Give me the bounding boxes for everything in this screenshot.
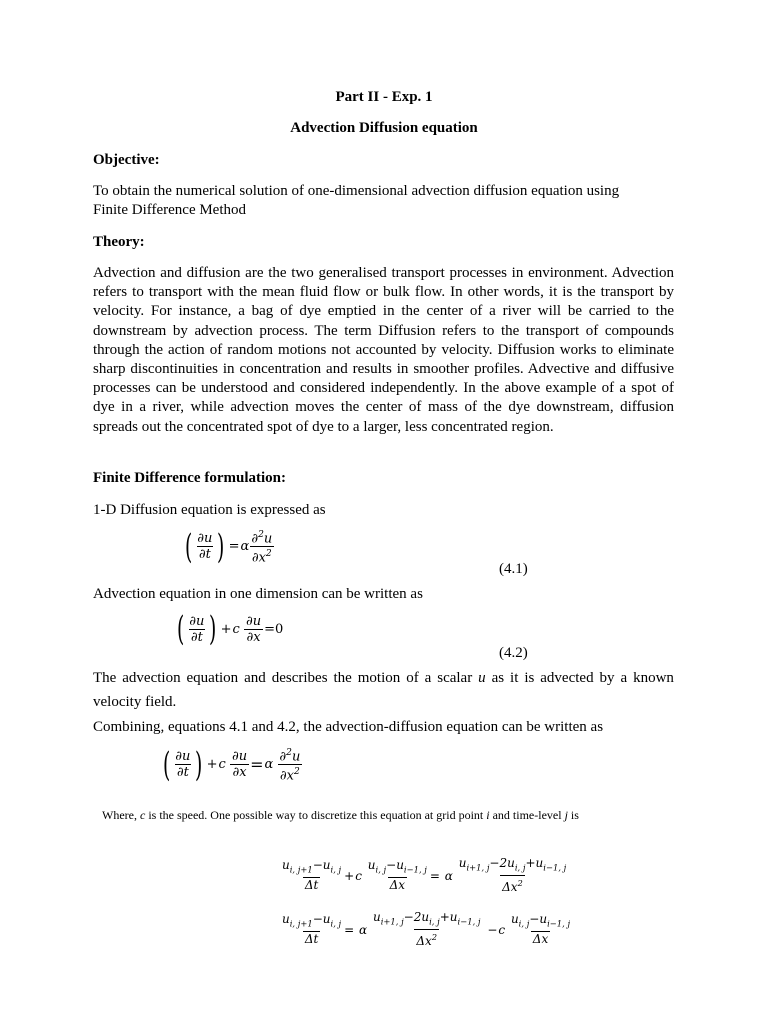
advection-desc-word-the: The <box>93 670 117 686</box>
where-text-c2: and time-level <box>489 808 565 822</box>
advection-desc-word-advection: advection <box>122 670 181 686</box>
combining-text: Combining, equations 4.1 and 4.2, the advection-diffusion equation can be written as <box>93 719 604 735</box>
advection-desc-word-scalar: scalar <box>437 670 473 686</box>
page-subtitle: Advection Diffusion equation <box>290 120 478 136</box>
equation-4-2: ( $\frac{\partial u}{\partial t}$ ) + c $\frac{\partial u}{\partial x}$ =0 <box>176 609 284 649</box>
page-title: Part II - Exp. 1 <box>335 89 433 105</box>
discretized-equation-1: $\frac{u_{i, j+1}-u_{i, j}}{\Delta t}$ + c $\frac{u_{i, j}-u_{i-1, j}}{\Delta x}$ = α $\frac{u_{i+1, j}-2u_{i, j}+u_{i-1, j}}{\Delta x^2}$ <box>282 856 567 895</box>
advection-description <box>93 669 674 688</box>
advection-desc-word-known: known <box>633 670 674 686</box>
advection-desc-var: u <box>478 670 486 686</box>
advection-desc-word-as: as <box>491 670 505 686</box>
advection-desc-word-describes: describes <box>271 670 328 686</box>
objective-heading: Objective: <box>93 152 160 168</box>
where-text-i: i <box>486 808 490 822</box>
where-text-d: is <box>567 808 579 822</box>
advection-desc-word-of: of <box>406 670 419 686</box>
equation-4-1: ( $\frac{\partial u}{\partial t}$ ) = α $\frac{\partial^2u}{\partial x^2}$ <box>184 526 273 567</box>
advection-desc-word-a: a <box>424 670 432 686</box>
where-text-a: Where, <box>102 808 140 822</box>
advection-desc-word-equation: equation <box>186 670 239 686</box>
objective-text-line2: Finite Difference Method <box>93 202 247 218</box>
advection-intro: Advection equation in one dimension can be written as <box>93 586 423 602</box>
advection-desc-word-advected: advected <box>540 670 594 686</box>
advection-desc-word-it: it <box>510 670 519 686</box>
equation-number-4-2: (4.2) <box>499 645 528 661</box>
where-text <box>102 806 579 825</box>
theory-heading: Theory: <box>93 234 145 250</box>
where-text-c: c <box>139 808 146 822</box>
where-text-j: j <box>564 808 568 822</box>
diffusion-intro: 1-D Diffusion equation is expressed as <box>93 502 326 518</box>
advection-desc-word-motion: motion <box>357 670 401 686</box>
advection-desc-word-and: and <box>244 670 266 686</box>
advection-desc-word-a2: a <box>620 670 628 686</box>
where-text-b: is the speed. One possible way to discretize this equation at grid point <box>145 808 487 822</box>
theory-paragraph: Advection and diffusion are the two generalised transport processes in environment. Advection refers to transport with the mean fluid flow or bulk flow. In other words, it is the transport by velocity. For instance, a bag of dye emptied in the center of a river will be carried to the downstream by advection process. The term Diffusion refers to the transport of compounds through the action of random motions not accounted by velocity. Diffusion works to eliminate sharp discontinuities in concentration and results in smoother profiles. Advective and diffusive processes can be understood and considered independently. In the above example of a spot of dye in a river, while advection moves the center of mass of the dye downstream, diffusion spreads out the concentrated spot of dye to a larger, less concentrated region. <box>93 265 674 435</box>
fdm-heading: Finite Difference formulation: <box>93 470 287 486</box>
advection-description-line2: velocity field. <box>93 694 177 710</box>
objective-text-line1: To obtain the numerical solution of one-dimensional advection diffusion equation using <box>93 183 620 199</box>
advection-desc-word-is: is <box>524 670 535 686</box>
advection-desc-word-the2: the <box>333 670 352 686</box>
advection-desc-word-by: by <box>599 670 615 686</box>
equation-number-4-1: (4.1) <box>499 561 528 577</box>
discretized-equation-2: $\frac{u_{i, j+1}-u_{i, j}}{\Delta t}$ = α $\frac{u_{i+1, j}-2u_{i, j}+u_{i-1, j}}{\Delta x^2}$ − c $\frac{u_{i, j}-u_{i-1, j}}{\Delta x}$ <box>282 910 571 949</box>
equation-advection-diffusion: ( $\frac{\partial u}{\partial t}$ ) + c $\frac{\partial u}{\partial x}$ = α $\frac{\partial^2u}{\partial x^2}$ <box>162 744 301 785</box>
